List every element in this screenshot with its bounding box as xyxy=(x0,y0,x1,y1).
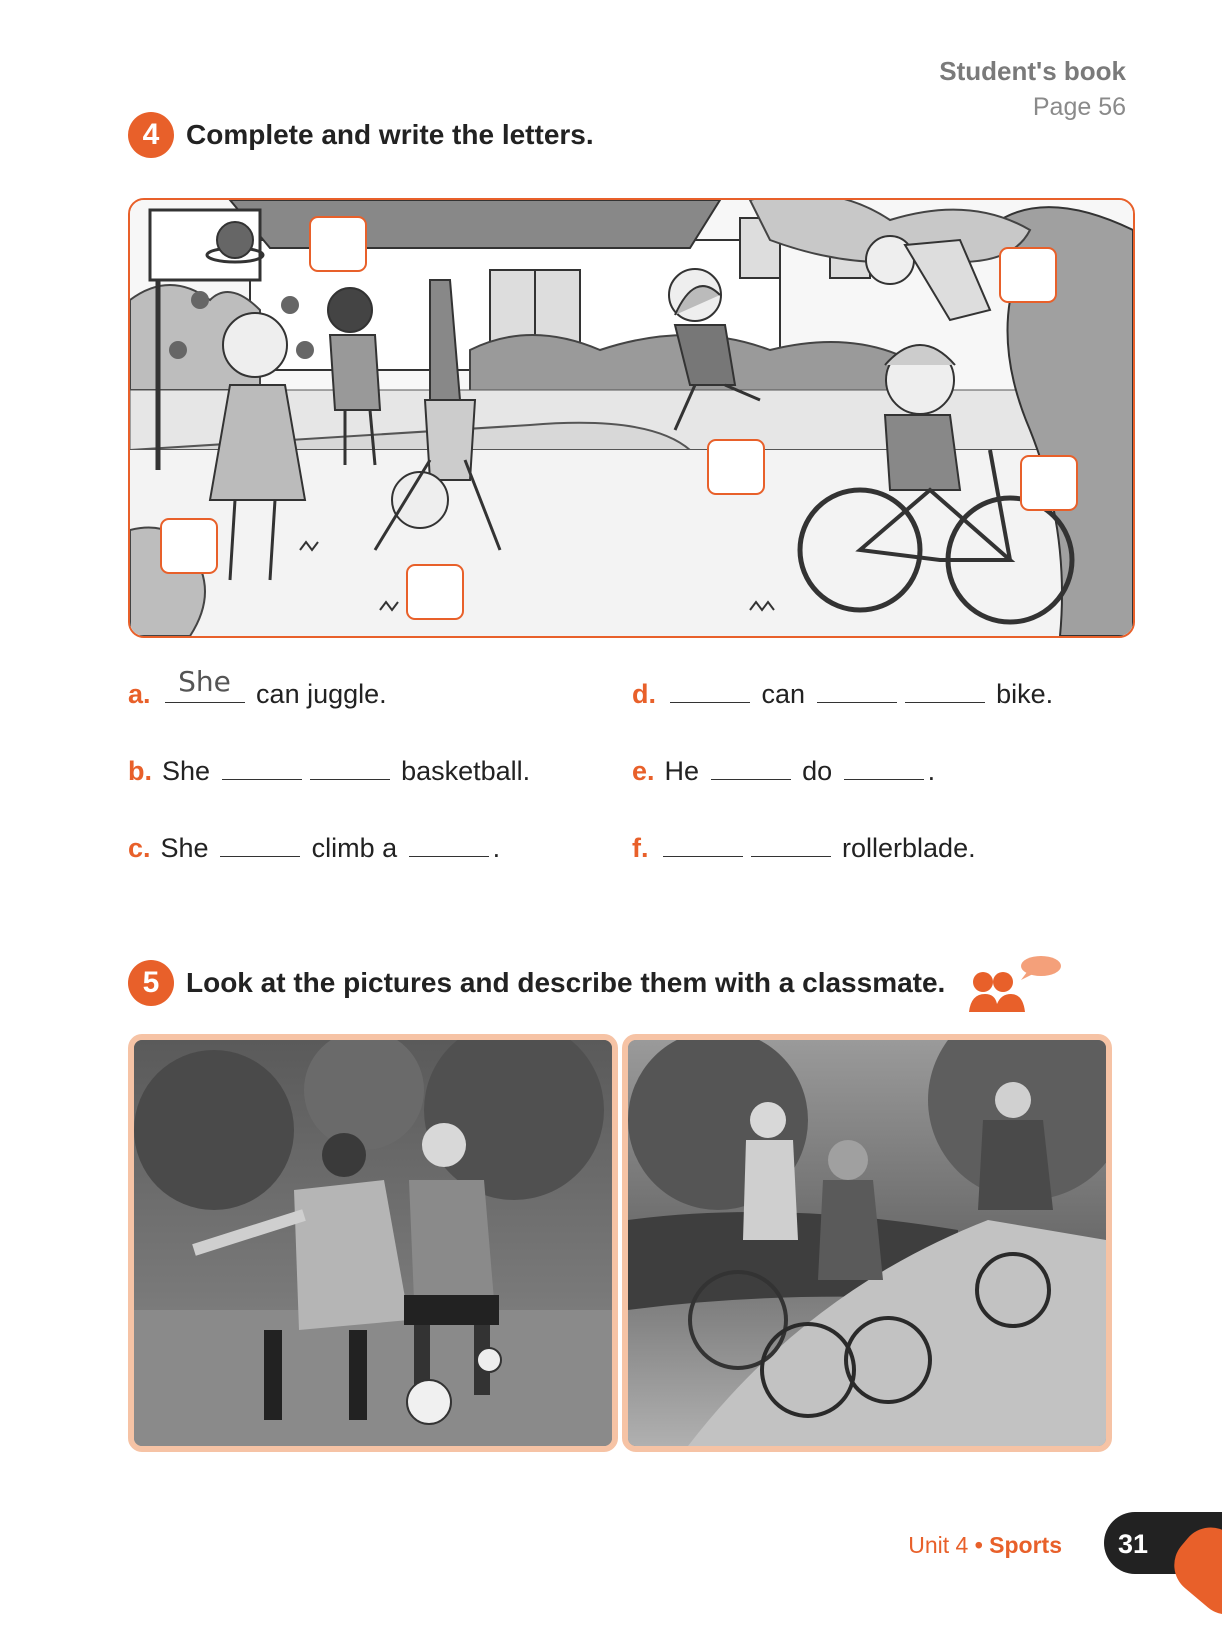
answer-blank[interactable] xyxy=(409,832,489,857)
sentence-text: can xyxy=(761,679,806,709)
answer-blank[interactable] xyxy=(905,678,985,703)
task-instruction: Look at the pictures and describe them with a classmate. xyxy=(186,967,946,998)
task-number-badge: 5 xyxy=(128,960,174,1006)
answer-box[interactable] xyxy=(406,564,464,620)
answer-box[interactable] xyxy=(999,247,1057,303)
sentence-letter: d. xyxy=(632,679,656,709)
answer-box[interactable] xyxy=(707,439,765,495)
unit-footer xyxy=(908,1532,1062,1559)
answer-blank[interactable] xyxy=(310,755,390,780)
sentence-letter: e. xyxy=(632,756,655,786)
playground-illustration xyxy=(128,198,1135,638)
answer-blank[interactable] xyxy=(220,832,300,857)
sentence-b xyxy=(128,755,530,787)
task-instruction: Complete and write the letters. xyxy=(186,119,594,150)
book-reference xyxy=(939,56,1126,122)
sentence-letter: c. xyxy=(128,833,151,863)
sentence-c xyxy=(128,832,500,864)
page-number: 31 xyxy=(1118,1529,1149,1559)
sentence-text: bike. xyxy=(996,679,1054,709)
sentence-letter: a. xyxy=(128,679,151,709)
sentence-text: climb a xyxy=(311,833,398,863)
answer-box[interactable] xyxy=(309,216,367,272)
photo-girls-soccer xyxy=(128,1034,618,1452)
sentence-text: . xyxy=(927,756,936,786)
answer-box[interactable] xyxy=(160,518,218,574)
sentence-text: do xyxy=(802,756,833,786)
sentence-text: She xyxy=(160,833,209,863)
sentence-d xyxy=(632,678,1053,710)
book-page: Page 56 xyxy=(1032,93,1126,121)
unit-label: Unit 4 xyxy=(908,1532,969,1558)
unit-topic: Sports xyxy=(989,1532,1062,1558)
sentence-text: rollerblade. xyxy=(842,833,976,863)
scene-drawing xyxy=(130,200,1133,636)
answer-blank[interactable] xyxy=(711,755,791,780)
book-title: Student's book xyxy=(939,56,1126,86)
task-number-badge: 4 xyxy=(128,112,174,158)
answer-blank[interactable] xyxy=(670,678,750,703)
sentence-text: She xyxy=(162,756,211,786)
task-4-heading xyxy=(128,112,594,158)
sentence-text: basketball. xyxy=(401,756,531,786)
answer-blank[interactable] xyxy=(844,755,924,780)
sentence-text: . xyxy=(492,833,501,863)
footer-bullet: • xyxy=(974,1532,983,1558)
answer-blank[interactable] xyxy=(165,665,245,703)
task-5-heading xyxy=(128,954,1063,1012)
answer-box[interactable] xyxy=(1020,455,1078,511)
answer-blank[interactable] xyxy=(222,755,302,780)
sentence-text: can juggle. xyxy=(256,679,387,709)
answer-blank[interactable] xyxy=(751,832,831,857)
sentence-text: He xyxy=(664,756,700,786)
photo-soccer-drawing xyxy=(134,1040,612,1446)
sentence-e xyxy=(632,755,935,787)
pair-work-icon xyxy=(967,954,1063,1012)
photo-family-cycling xyxy=(622,1034,1112,1452)
sentence-letter: b. xyxy=(128,756,152,786)
sentence-a xyxy=(128,665,387,710)
handwritten-answer: She xyxy=(178,665,231,698)
photo-cycling-drawing xyxy=(628,1040,1106,1446)
sentence-letter: f. xyxy=(632,833,649,863)
answer-blank[interactable] xyxy=(663,832,743,857)
answer-blank[interactable] xyxy=(817,678,897,703)
sentence-f xyxy=(632,832,976,864)
